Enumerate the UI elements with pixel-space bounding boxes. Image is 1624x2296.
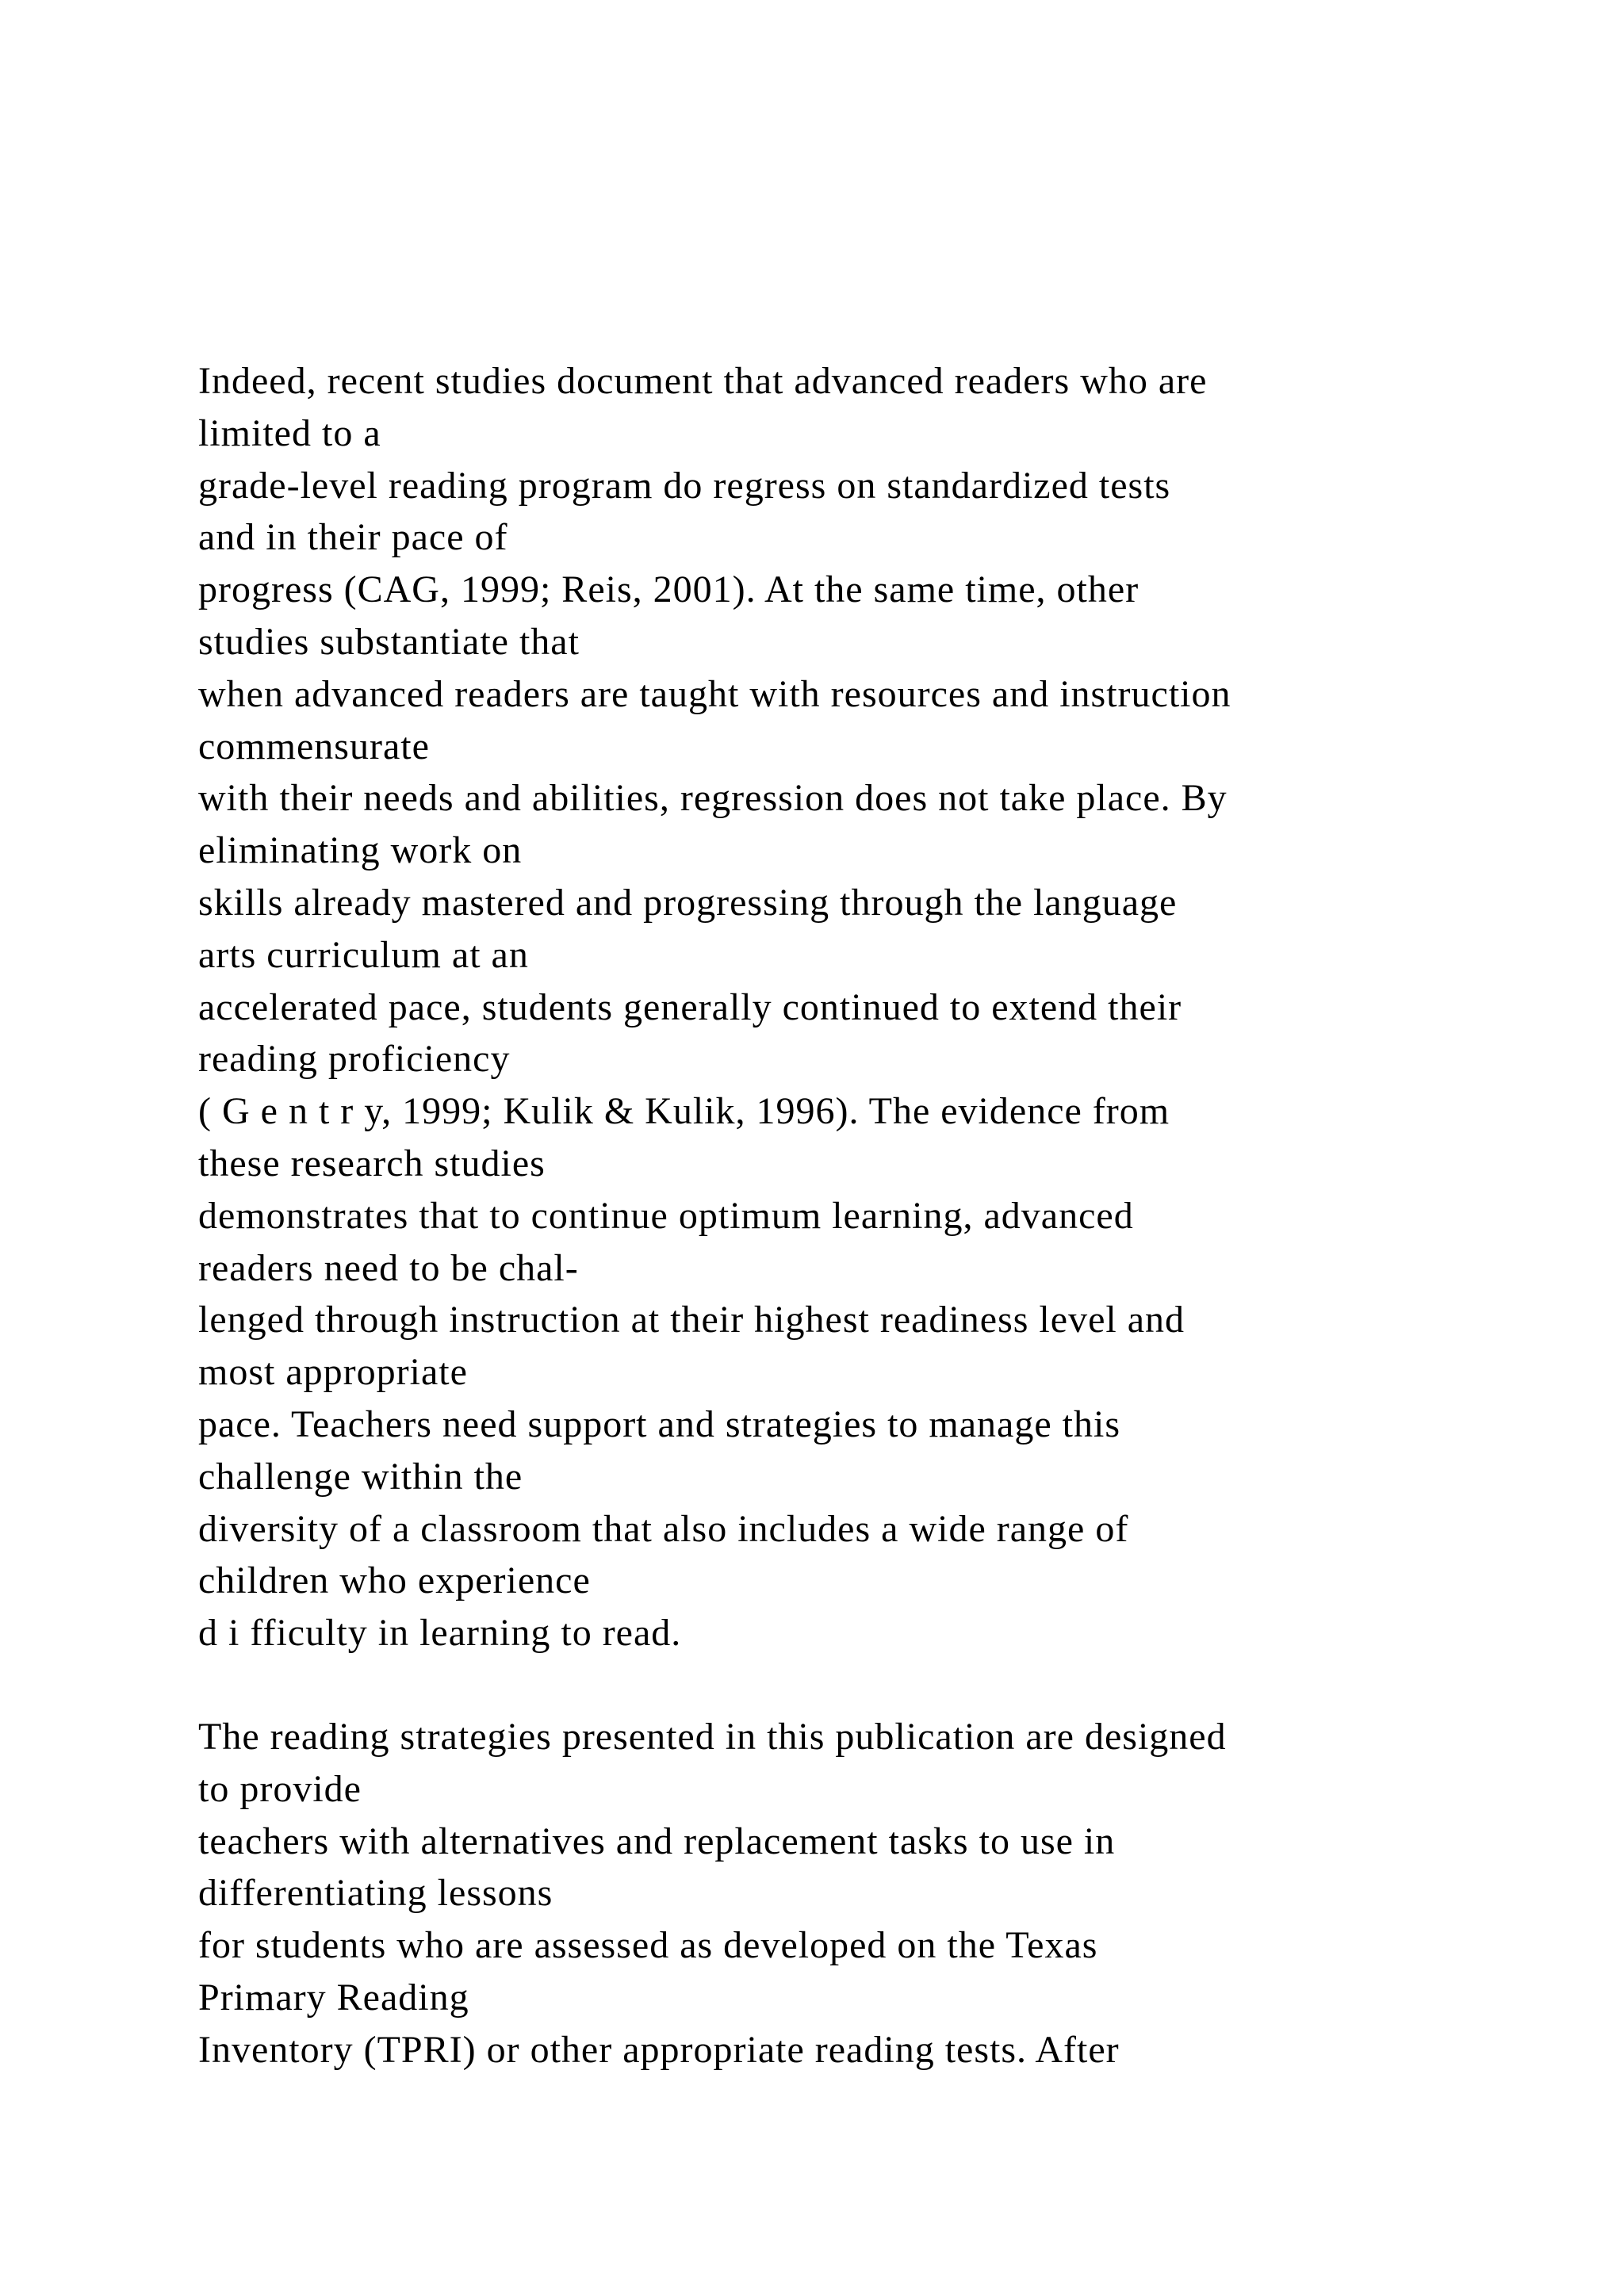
text-line: limited to a <box>198 411 381 454</box>
text-line: differentiating lessons <box>198 1872 553 1915</box>
text-line: pace. Teachers need support and strategies to manage this <box>198 1402 1121 1445</box>
text-line: most appropriate <box>198 1351 468 1394</box>
text-line: demonstrates that to continue optimum learning, advanced <box>198 1194 1134 1237</box>
text-line: eliminating work on <box>198 829 523 872</box>
text-line: ( G e n t r y, 1999; Kulik & Kulik, 1996). The evidence from <box>198 1090 1170 1133</box>
text-line: Primary Reading <box>198 1976 469 2019</box>
text-line: diversity of a classroom that also includes a wide range of <box>198 1507 1129 1550</box>
paragraph-1 <box>198 355 1562 1659</box>
text-line: readers need to be chal- <box>198 1246 579 1289</box>
text-line: children who experience <box>198 1559 591 1602</box>
text-line: grade-level reading program do regress on standardized tests <box>198 464 1171 507</box>
text-line: to provide <box>198 1767 362 1810</box>
text-line: accelerated pace, students generally continued to extend their <box>198 985 1182 1028</box>
text-line: studies substantiate that <box>198 620 580 663</box>
text-line: and in their pace of <box>198 516 508 559</box>
text-line: reading proficiency <box>198 1038 511 1081</box>
paragraph-2 <box>198 1711 1562 2076</box>
text-line: teachers with alternatives and replacement tasks to use in <box>198 1820 1116 1862</box>
text-line: d i fficulty in learning to read. <box>198 1612 682 1655</box>
text-line: Inventory (TPRI) or other appropriate reading tests. After <box>198 2028 1120 2071</box>
text-line: Indeed, recent studies document that advanced readers who are <box>198 360 1208 402</box>
text-line: arts curriculum at an <box>198 933 529 976</box>
text-line: progress (CAG, 1999; Reis, 2001). At the same time, other <box>198 568 1139 611</box>
text-line: The reading strategies presented in this publication are designed <box>198 1716 1227 1758</box>
text-line: for students who are assessed as developed on the Texas <box>198 1924 1098 1967</box>
text-line: when advanced readers are taught with resources and instruction <box>198 672 1231 715</box>
text-line: with their needs and abilities, regression does not take place. By <box>198 777 1228 820</box>
text-line: commensurate <box>198 725 430 767</box>
text-line: challenge within the <box>198 1455 523 1498</box>
text-line: these research studies <box>198 1142 546 1184</box>
text-line: skills already mastered and progressing through the language <box>198 881 1178 924</box>
text-line: lenged through instruction at their highest readiness level and <box>198 1299 1185 1341</box>
